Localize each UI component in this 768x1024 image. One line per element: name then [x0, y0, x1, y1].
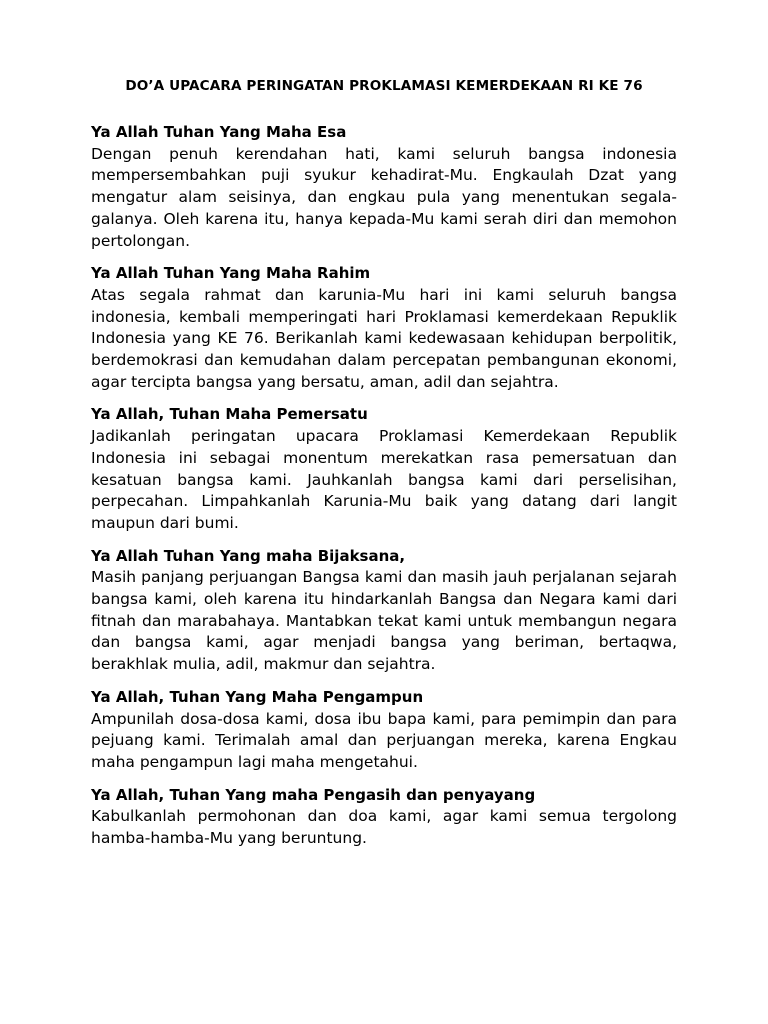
section-heading: Ya Allah Tuhan Yang Maha Rahim	[91, 264, 371, 283]
prayer-section-maha-pengasih	[91, 785, 677, 850]
prayer-section-maha-rahim	[91, 263, 677, 393]
section-body: Masih panjang perjuangan Bangsa kami dan masih jauh perjalanan sejarah bangsa kami, oleh karena itu hindarkanlah Bangsa dan Negara kami dari fitnah dan marabahaya. Mantabkan tekat kami untuk membangun negara dan bangsa kami, agar menjadi bangsa yang beriman, bertaqwa, berakhlak mulia, adil, makmur dan sejahtra.	[91, 568, 677, 674]
section-heading: Ya Allah, Tuhan Maha Pemersatu	[91, 405, 368, 424]
section-heading: Ya Allah, Tuhan Yang maha Pengasih dan penyayang	[91, 785, 536, 804]
prayer-section-maha-pemersatu	[91, 404, 677, 534]
prayer-section-maha-esa	[91, 122, 677, 252]
section-heading: Ya Allah Tuhan Yang maha Bijaksana,	[91, 546, 406, 565]
prayer-section-maha-bijaksana	[91, 546, 677, 676]
section-body: Ampunilah dosa-dosa kami, dosa ibu bapa kami, para pemimpin dan para pejuang kami. Terimalah amal dan perjuangan mereka, karena Engkau maha pengampun lagi maha mengetahui.	[91, 709, 677, 771]
section-heading: Ya Allah Tuhan Yang Maha Esa	[91, 123, 347, 141]
section-body: Jadikanlah peringatan upacara Proklamasi Kemerdekaan Republik Indonesia ini sebagai monentum merekatkan rasa pemersatuan dan kesatuan bangsa kami. Jauhkanlah bangsa kami dari perselisihan, perpecahan. Limpahkanlah Karunia-Mu baik yang datang dari langit maupun dari bumi.	[91, 427, 677, 532]
document-page	[91, 75, 677, 861]
section-body: Kabulkanlah permohonan dan doa kami, agar kami semua tergolong hamba-hamba-Mu yang beruntung.	[91, 807, 677, 848]
prayer-section-maha-pengampun	[91, 687, 677, 774]
section-body: Atas segala rahmat dan karunia-Mu hari ini kami seluruh bangsa indonesia, kembali memperingati hari Proklamasi kemerdekaan Repuklik Indonesia yang KE 76. Berikanlah kami kedewasaan kehidupan berpolitik, berdemokrasi dan kemudahan dalam percepatan pembangunan ekonomi, agar tercipta bangsa yang bersatu, aman, adil dan sejahtra.	[91, 285, 677, 391]
document-title: DO’A UPACARA PERINGATAN PROKLAMASI KEMERDEKAAN RI KE 76	[125, 78, 643, 94]
section-heading: Ya Allah, Tuhan Yang Maha Pengampun	[91, 687, 424, 706]
section-body: Dengan penuh kerendahan hati, kami seluruh bangsa indonesia mempersembahkan puji syukur kehadirat-Mu. Engkaulah Dzat yang mengatur alam seisinya, dan engkau pula yang menentukan segala-galanya. Oleh karena itu, hanya kepada-Mu kami serah diri dan memohon pertolongan.	[91, 144, 677, 250]
